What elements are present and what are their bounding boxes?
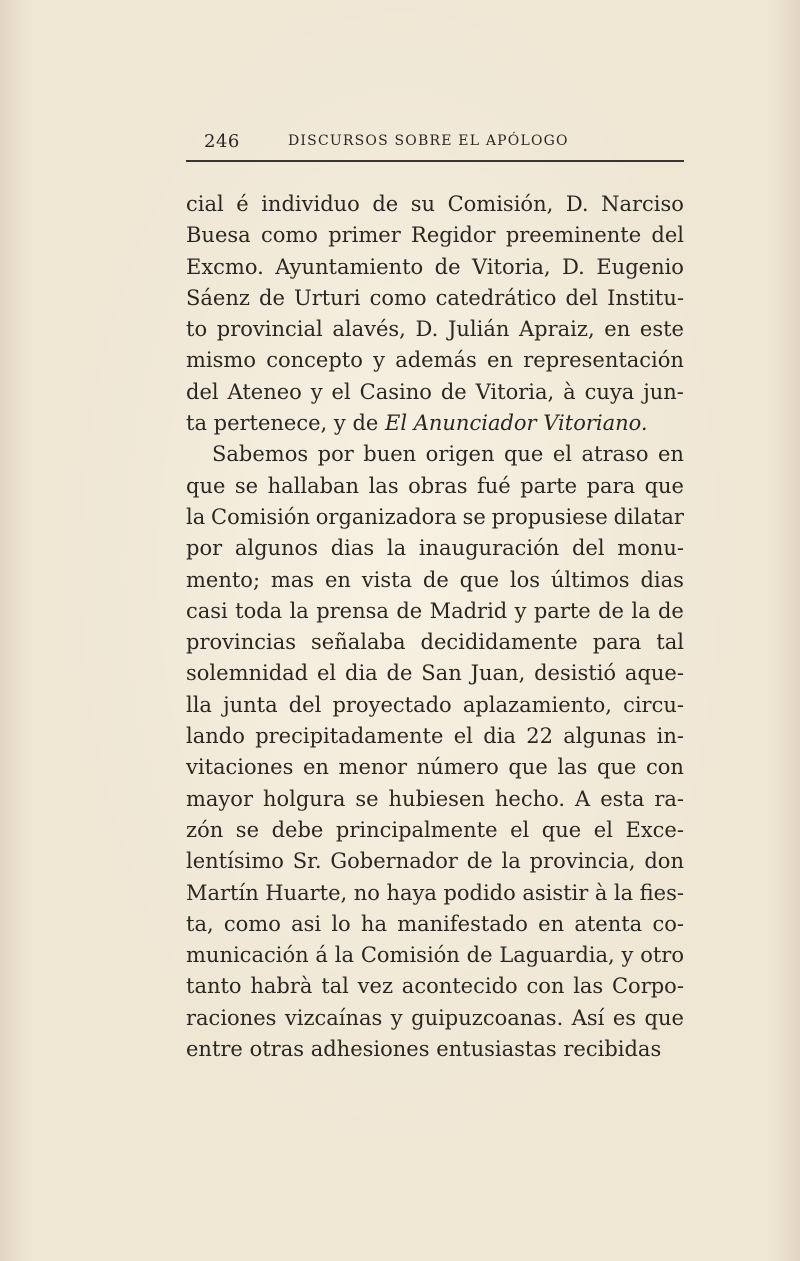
text-line xyxy=(186,533,684,564)
word: guipuzcoanas. xyxy=(411,1005,564,1030)
word: que xyxy=(644,473,684,498)
word: de xyxy=(396,598,423,623)
word: de xyxy=(440,379,467,404)
text-line xyxy=(186,565,684,596)
text-line xyxy=(186,283,684,314)
word: hallaban xyxy=(267,473,360,498)
text-line xyxy=(186,1034,684,1065)
word: A xyxy=(575,786,591,811)
word: Corpo- xyxy=(611,974,684,999)
text-line xyxy=(186,909,684,940)
word: catedrático xyxy=(435,285,557,310)
word: y xyxy=(621,943,634,968)
word: solemnidad xyxy=(186,661,309,686)
word: proyectado xyxy=(332,692,452,717)
word: vitaciones xyxy=(186,755,294,780)
word: el xyxy=(510,817,530,842)
word: no xyxy=(353,880,380,905)
text-line xyxy=(186,940,684,971)
word: otras xyxy=(249,1037,304,1062)
word: Madrid xyxy=(429,598,508,623)
word: entusiastas xyxy=(436,1037,557,1062)
word: el xyxy=(316,661,337,686)
word: mas xyxy=(270,567,315,592)
word: del xyxy=(571,536,605,561)
word: recibidas xyxy=(563,1037,662,1062)
page-header xyxy=(186,131,684,153)
word: desistió xyxy=(534,661,617,686)
word: además xyxy=(395,348,477,373)
text-line xyxy=(186,784,684,815)
word: se xyxy=(235,817,260,842)
word: dias xyxy=(330,536,375,561)
word: los xyxy=(509,567,541,592)
word: de xyxy=(422,567,449,592)
word: habrà xyxy=(250,974,313,999)
text-line xyxy=(186,846,684,877)
word: dias xyxy=(640,567,684,592)
word: parte xyxy=(533,598,591,623)
text-line xyxy=(186,439,684,470)
word: Julián xyxy=(447,317,510,342)
word: Vitoria, xyxy=(475,379,555,404)
text-line xyxy=(186,971,684,1002)
word: vizcaínas xyxy=(284,1005,383,1030)
text-line xyxy=(186,721,684,752)
word: que xyxy=(508,755,548,780)
word: haya xyxy=(386,880,437,905)
word: Gobernador xyxy=(330,849,458,874)
word: to xyxy=(186,317,208,342)
word: holgura xyxy=(262,786,346,811)
word: la xyxy=(386,536,407,561)
word: don xyxy=(644,849,684,874)
word: por xyxy=(186,536,223,561)
word: Ateneo xyxy=(227,379,302,404)
word: Comisión xyxy=(360,943,460,968)
word: propusiese xyxy=(491,504,608,529)
word: por xyxy=(317,442,354,467)
word: vista xyxy=(361,567,413,592)
word: que xyxy=(459,567,500,592)
word: 22 xyxy=(526,724,553,749)
word: D. xyxy=(415,317,439,342)
word: Institu- xyxy=(607,285,684,310)
word: se xyxy=(234,473,259,498)
word: las xyxy=(573,974,604,999)
word: que xyxy=(186,473,226,498)
word: y xyxy=(514,598,527,623)
word: la xyxy=(186,504,206,529)
word: el xyxy=(593,817,613,842)
word: de xyxy=(466,849,493,874)
word: raciones xyxy=(186,1005,277,1030)
word: Comisión, xyxy=(447,192,554,216)
word: buen xyxy=(363,442,417,467)
word: mayor xyxy=(186,786,253,811)
word: Casino xyxy=(359,379,432,404)
word: Buesa xyxy=(186,223,251,248)
text-line xyxy=(186,252,684,283)
word: Vitoria, xyxy=(472,254,551,279)
word: el xyxy=(331,379,351,404)
word: circu- xyxy=(623,692,684,717)
word: tal xyxy=(321,974,349,999)
word: origen xyxy=(425,442,495,467)
word: cial xyxy=(186,192,224,216)
word: manifestado xyxy=(397,911,528,936)
word: Regidor xyxy=(411,223,496,248)
word: decididamente xyxy=(420,630,578,655)
word: para xyxy=(592,630,642,655)
text-line xyxy=(186,502,684,533)
word: la xyxy=(613,880,634,905)
word: se xyxy=(462,504,486,529)
word: tal xyxy=(656,630,684,655)
text-line xyxy=(186,314,684,345)
word: casi xyxy=(186,598,228,623)
word: é xyxy=(236,192,249,216)
word: fies- xyxy=(639,880,684,905)
word: que xyxy=(541,817,582,842)
word: en xyxy=(604,317,631,342)
word: provincia, xyxy=(529,849,636,874)
word: Apraiz, xyxy=(519,317,595,342)
word: alavés, xyxy=(332,317,406,342)
word: número xyxy=(416,755,499,780)
word: aque- xyxy=(624,661,684,686)
word: in- xyxy=(656,724,684,749)
text-line xyxy=(186,596,684,627)
word: fué xyxy=(476,473,511,498)
word: primer xyxy=(328,223,401,248)
word: aplazamiento, xyxy=(462,692,612,717)
word: y xyxy=(373,348,385,373)
word: mento; xyxy=(186,567,261,592)
word: de xyxy=(372,192,399,216)
text-line xyxy=(186,690,684,721)
word: Excmo. xyxy=(186,254,264,279)
word: jun- xyxy=(643,379,684,404)
word: cuya xyxy=(584,379,635,404)
word: debe xyxy=(271,817,324,842)
word: señalaba xyxy=(311,630,406,655)
word: asistir xyxy=(522,880,589,905)
word: San xyxy=(421,661,462,686)
word: prensa xyxy=(316,598,389,623)
newspaper-title: El Anunciador Vitoriano. xyxy=(385,411,648,436)
word: Sabemos xyxy=(212,442,309,467)
word: lentísimo xyxy=(186,849,284,874)
word: su xyxy=(410,192,436,216)
word: del xyxy=(651,223,684,248)
word: toda xyxy=(235,598,283,623)
word: en xyxy=(538,911,565,936)
word: es xyxy=(612,1005,637,1030)
word: D. xyxy=(562,254,585,279)
text-line xyxy=(186,189,684,220)
text-line xyxy=(186,377,684,408)
word: tanto xyxy=(186,974,242,999)
word: el xyxy=(453,724,473,749)
word: Exce- xyxy=(625,817,684,842)
word: atraso xyxy=(581,442,649,467)
word: este xyxy=(639,317,684,342)
text-line xyxy=(186,471,684,502)
word: como xyxy=(369,285,427,310)
word: del xyxy=(186,379,219,404)
word: para xyxy=(586,473,636,498)
word: provincial xyxy=(216,317,323,342)
word: vez xyxy=(357,974,394,999)
word: de xyxy=(598,598,624,623)
word: dilatar xyxy=(613,504,684,529)
word: Ayuntamiento xyxy=(275,254,424,279)
word: organizadora xyxy=(315,504,457,529)
word: que xyxy=(596,755,637,780)
word: municación xyxy=(186,943,309,968)
word: atenta xyxy=(574,911,643,936)
word: con xyxy=(645,755,684,780)
text-line xyxy=(186,815,684,846)
word: Urturi xyxy=(294,285,361,310)
word: de xyxy=(434,254,461,279)
word: podido xyxy=(443,880,516,905)
text-line xyxy=(186,408,684,439)
word: que xyxy=(503,442,544,467)
word: como xyxy=(223,911,281,936)
word: Laguardia, xyxy=(499,943,615,968)
word: ha xyxy=(360,911,387,936)
text-line xyxy=(186,627,684,658)
word: Comisión xyxy=(211,504,311,529)
word: en xyxy=(302,755,329,780)
text-line xyxy=(186,752,684,783)
running-title: DISCURSOS SOBRE EL APÓLOGO xyxy=(288,133,569,149)
word: dia xyxy=(483,724,516,749)
word: de xyxy=(259,285,285,310)
word: en xyxy=(487,348,513,373)
word: con xyxy=(526,974,565,999)
word: principalmente xyxy=(335,817,498,842)
word: Narciso xyxy=(601,192,684,216)
word: adhesiones xyxy=(310,1037,430,1062)
word: zón xyxy=(186,817,224,842)
word: Sr. xyxy=(292,849,322,874)
word: monu- xyxy=(617,536,684,561)
word: à xyxy=(563,379,576,404)
word: preeminente xyxy=(505,223,642,248)
word: la xyxy=(289,598,309,623)
word: esta xyxy=(600,786,645,811)
text-line xyxy=(186,345,684,376)
word: á xyxy=(315,943,328,968)
word: la xyxy=(501,849,521,874)
word: que xyxy=(644,1005,684,1030)
word: provincias xyxy=(186,630,297,655)
word: últimos xyxy=(550,567,630,592)
word: concepto xyxy=(266,348,363,373)
word: del xyxy=(288,692,322,717)
word: Huarte, xyxy=(265,880,348,905)
word: algunas xyxy=(563,724,647,749)
word: dia xyxy=(345,661,378,686)
word: lo xyxy=(331,911,351,936)
word: de xyxy=(466,943,493,968)
word: de xyxy=(386,661,413,686)
word: y xyxy=(310,379,323,404)
word: Sáenz xyxy=(186,285,250,310)
word: entre xyxy=(186,1037,243,1062)
word: hubiesen xyxy=(388,786,485,811)
word: y xyxy=(390,1005,403,1030)
word: parte xyxy=(520,473,578,498)
word: menor xyxy=(338,755,408,780)
text-line xyxy=(186,658,684,689)
word: en xyxy=(657,442,684,467)
word: el xyxy=(552,442,573,467)
word: à xyxy=(594,880,608,905)
word: acontecido xyxy=(401,974,518,999)
word: las xyxy=(557,755,588,780)
word: lando xyxy=(186,724,245,749)
word: representación xyxy=(523,348,684,373)
word: ra- xyxy=(654,786,684,811)
word: obras xyxy=(408,473,468,498)
word: Así xyxy=(571,1005,605,1030)
word: las xyxy=(368,473,399,498)
word: asi xyxy=(291,911,322,936)
text-line xyxy=(186,220,684,251)
word: Juan, xyxy=(470,661,526,686)
word: ta, xyxy=(186,911,214,936)
header-rule xyxy=(186,160,684,162)
word: del xyxy=(565,285,599,310)
word: hecho. xyxy=(494,786,566,811)
body-text xyxy=(186,189,684,1065)
text-segment: ta pertenece, y de xyxy=(186,411,379,436)
word: mismo xyxy=(186,348,256,373)
word: la xyxy=(631,598,651,623)
word: inauguración xyxy=(418,536,560,561)
word: co- xyxy=(652,911,684,936)
word: se xyxy=(355,786,379,811)
text-line xyxy=(186,878,684,909)
word: lla xyxy=(186,692,212,717)
word: individuo xyxy=(261,192,360,216)
word: en xyxy=(324,567,351,592)
word: Eugenio xyxy=(596,254,684,279)
word: precipitadamente xyxy=(255,724,444,749)
word: de xyxy=(657,598,684,623)
word: D. xyxy=(565,192,589,216)
word: la xyxy=(334,943,355,968)
word: Martín xyxy=(186,880,259,905)
word: junta xyxy=(223,692,278,717)
word: como xyxy=(260,223,318,248)
word: algunos xyxy=(234,536,318,561)
word: otro xyxy=(640,943,684,968)
page-number: 246 xyxy=(204,131,240,152)
text-line xyxy=(186,1003,684,1034)
